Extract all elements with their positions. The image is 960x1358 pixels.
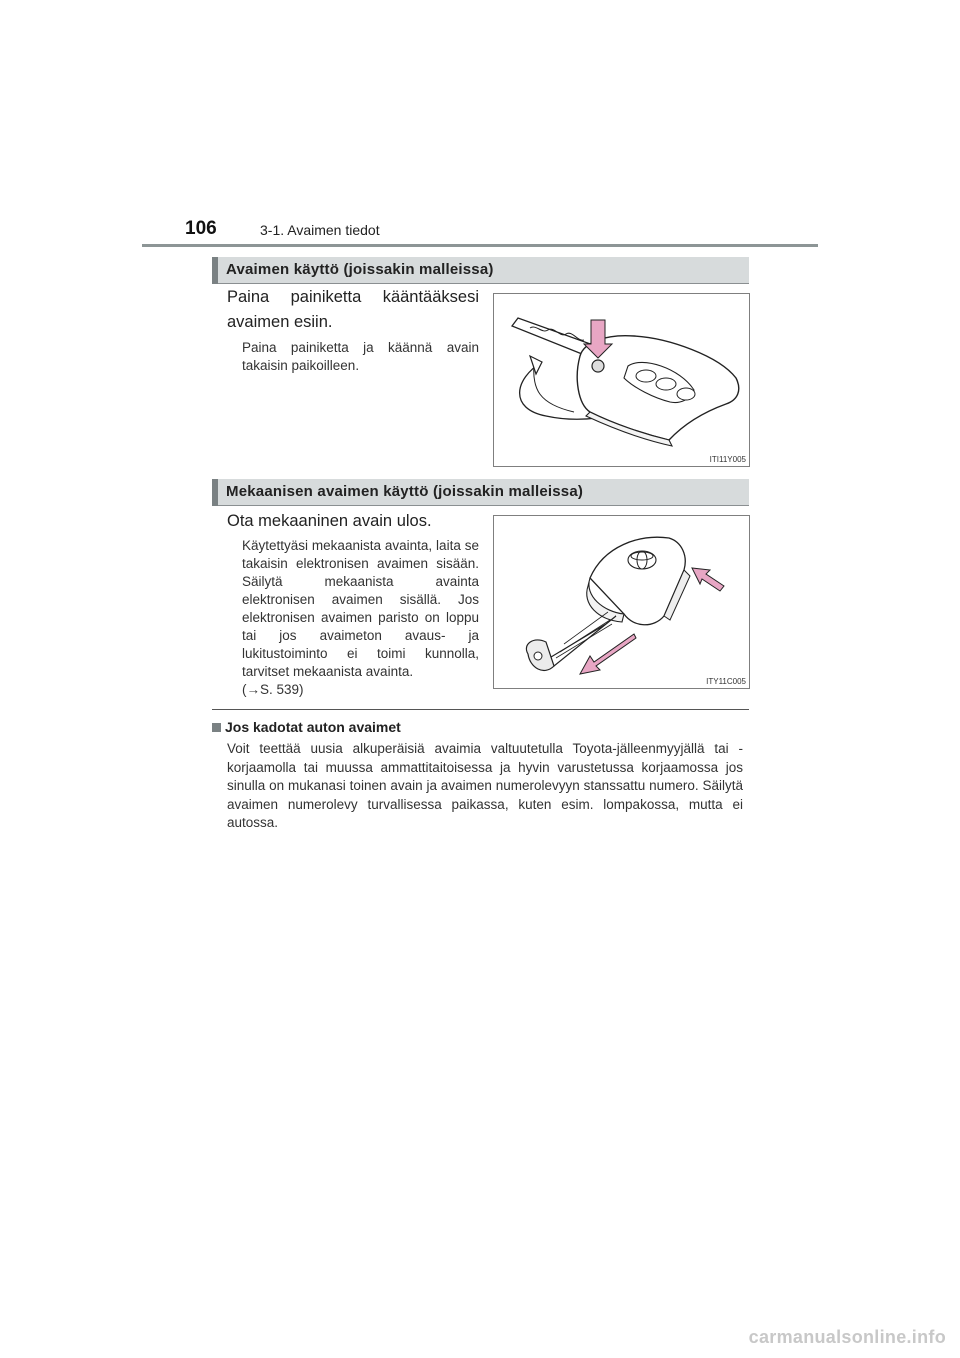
page-number: 106: [185, 218, 217, 239]
mechanical-key-illustration: [494, 516, 749, 688]
note-heading-text: Jos kadotat auton avaimet: [225, 719, 401, 735]
figure-code: ITY11C005: [706, 677, 746, 686]
figure-mechanical-key: [493, 515, 750, 689]
page-reference: (→S. 539): [242, 682, 304, 697]
section-heading-bar: [212, 257, 218, 284]
instruction-flip-key: Paina painiketta kääntääksesi avaimen esiin.: [227, 288, 479, 331]
flip-key-illustration: [494, 294, 749, 466]
note-body: Voit teettää uusia alkuperäisiä avaimia valtuutetulla Toyota-jälleenmyyjällä tai -korjaamolla tai muussa ammattitaitoisessa ja hyvin varustetussa korjaamossa jos sinulla on mukanasi toinen avain ja avaimen numerolevyyn stanssattu numero. Säilytä avaimen numerolevy turvallisessa paikassa, kuten esim. lompakossa, mutta ei autossa.: [227, 741, 743, 830]
section-heading-text: Mekaanisen avaimen käyttö (joissakin malleissa): [226, 483, 584, 500]
section-heading-key-use: [212, 257, 749, 284]
note-mechanical-key: Käytettyäsi mekaanista avainta, laita se takaisin elektronisen avaimen sisään. Säilytä mekaanista avainta elektronisen avaimen sisällä. Jos elektronisen avaimen paristo on loppu tai jos avaimeton avaus- ja lukitustoiminto ei toimi kunnolla, tarvitset mekaanista avainta.: [242, 538, 479, 679]
chapter-title: 3-1. Avaimen tiedot: [260, 222, 380, 238]
section-heading-bar: [212, 479, 218, 506]
figure-flip-key: [493, 293, 750, 467]
instruction-remove-key: Ota mekaaninen avain ulos.: [227, 512, 432, 530]
note-rule: [212, 709, 749, 710]
header-rule: [142, 244, 818, 247]
watermark: carmanualsonline.info: [748, 1327, 946, 1347]
note-heading: [212, 719, 401, 735]
section-heading-text: Avaimen käyttö (joissakin malleissa): [226, 261, 494, 278]
square-bullet-icon: [212, 723, 221, 732]
section-heading-mechanical-key: [212, 479, 749, 506]
note-fold-key: Paina painiketta ja käännä avain takaisin paikoilleen.: [242, 340, 479, 373]
figure-code: ITI11Y005: [709, 455, 746, 464]
